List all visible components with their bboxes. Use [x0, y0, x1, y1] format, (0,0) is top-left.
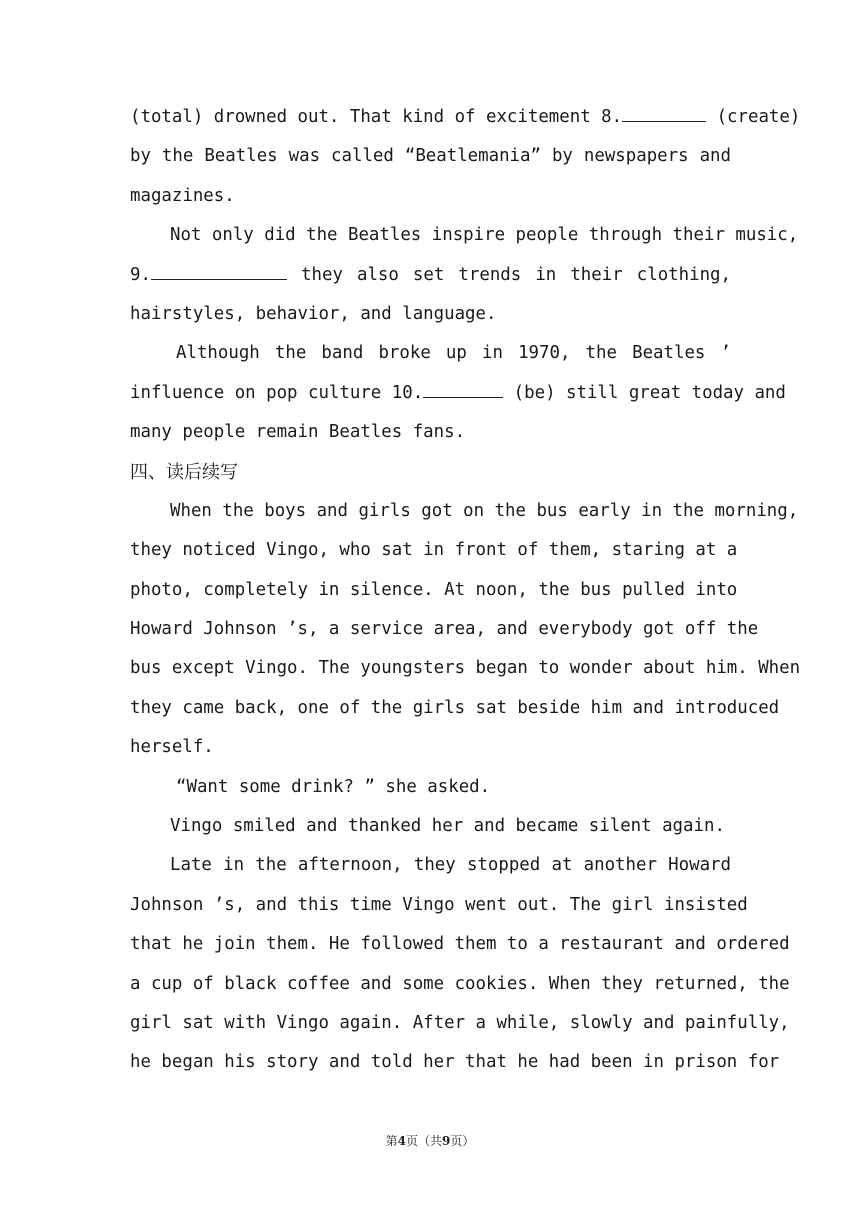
text-line: a cup of black coffee and some cookies. When they returned, the: [130, 973, 790, 994]
text-line: Johnson ’s, and this time Vingo went out. The girl insisted: [130, 894, 748, 915]
text-line: they noticed Vingo, who sat in front of them, staring at a: [130, 540, 738, 561]
text-span: they also set trends in their clothing,: [301, 264, 731, 285]
text-line: [130, 374, 786, 413]
answer-blank-10[interactable]: [423, 396, 503, 398]
text-line: hairstyles, behavior, and language.: [130, 303, 497, 324]
text-line: Vingo smiled and thanked her and became silent again.: [170, 816, 725, 837]
text-line: Howard Johnson ’s, a service area, and everybody got off the: [130, 619, 759, 640]
text-line: magazines.: [130, 185, 235, 206]
text-line: [130, 256, 731, 295]
section-heading: 四、读后续写: [130, 461, 238, 483]
text-line: bus except Vingo. The youngsters began to wonder about him. When: [130, 658, 801, 679]
text-span: influence on pop culture 10.: [130, 382, 424, 403]
text-line: Late in the afternoon, they stopped at another Howard: [170, 855, 731, 876]
text-line: they came back, one of the girls sat beside him and introduced: [130, 697, 780, 718]
text-line: “Want some drink? ” she asked.: [176, 776, 491, 797]
text-span: (be) still great today and: [513, 382, 786, 403]
text-line: that he join them. He followed them to a restaurant and ordered: [130, 934, 790, 955]
text-line: herself.: [130, 737, 214, 758]
text-line: by the Beatles was called “Beatlemania” by newspapers and: [130, 146, 731, 167]
text-span: (create): [716, 107, 801, 127]
footer-text: 第: [385, 1134, 398, 1148]
footer-text: 页）: [450, 1134, 475, 1148]
footer-text: 页（共: [405, 1134, 442, 1148]
answer-blank-8[interactable]: [622, 120, 706, 122]
text-line: [130, 98, 801, 137]
text-line: Not only did the Beatles inspire people through their music,: [170, 225, 799, 246]
text-line: photo, completely in silence. At noon, the bus pulled into: [130, 579, 738, 600]
text-line: When the boys and girls got on the bus early in the morning,: [170, 500, 799, 521]
page-footer: [0, 1132, 860, 1149]
text-line: he began his story and told her that he had been in prison for: [130, 1052, 780, 1073]
page-number: 4: [397, 1134, 406, 1148]
text-line: Although the band broke up in 1970, the Beatles ’: [176, 343, 731, 364]
text-line: many people remain Beatles fans.: [130, 422, 466, 443]
document-page: [130, 98, 801, 1083]
page-total: 9: [442, 1134, 451, 1148]
text-span: 9.: [130, 264, 151, 285]
text-line: girl sat with Vingo again. After a while, slowly and painfully,: [130, 1012, 790, 1033]
answer-blank-9[interactable]: [151, 278, 287, 280]
text-span: (total) drowned out. That kind of excitement 8.: [130, 107, 623, 127]
